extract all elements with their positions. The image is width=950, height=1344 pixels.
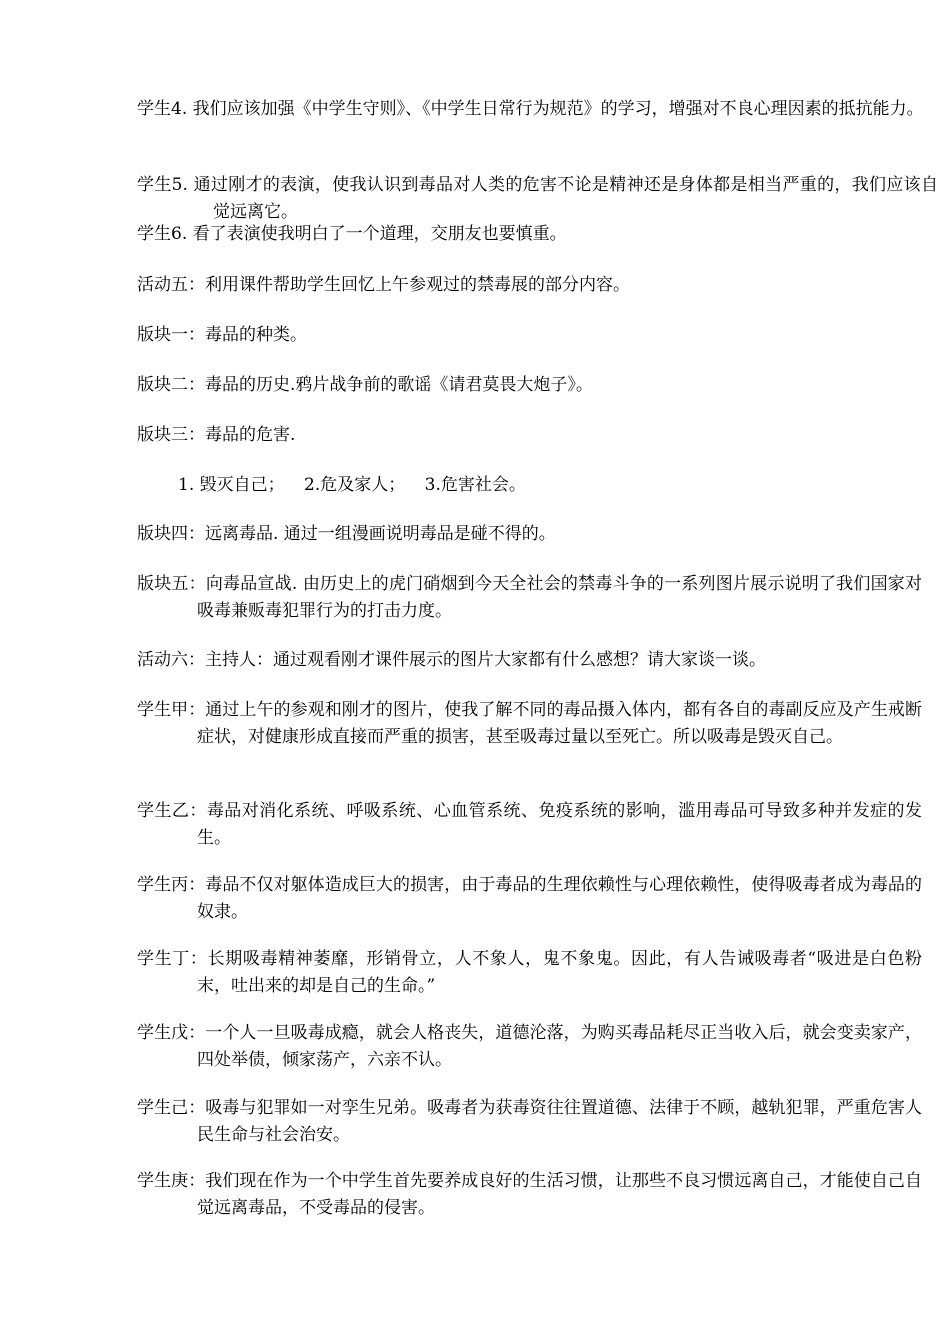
paragraph-student-6: 学生6. 看了表演使我明白了一个道理，交朋友也要慎重。	[137, 224, 567, 244]
paragraph-block-5: 版块五：向毒品宣战. 由历史上的虎门硝烟到今天全社会的禁毒斗争的一系列图片展示说明了我们国家对吸毒兼贩毒犯罪行为的打击力度。	[137, 574, 922, 621]
list-item: 2.危及家人；	[304, 475, 406, 495]
paragraph-student-ji: 学生己：吸毒与犯罪如一对孪生兄弟。吸毒者为获毒资往往置道德、法律于不顾，越轨犯罪，严重危害人民生命与社会治安。	[137, 1098, 922, 1145]
paragraph-block-2: 版块二：毒品的历史.鸦片战争前的歌谣《请君莫畏大炮子》。	[137, 375, 593, 395]
paragraph-block-4: 版块四：远离毒品. 通过一组漫画说明毒品是碰不得的。	[137, 524, 556, 544]
paragraph-student-5: 学生5. 通过刚才的表演，使我认识到毒品对人类的危害不论是精神还是身体都是相当严重的，我们应该自觉远离它。	[137, 175, 938, 222]
list-item: 3.危害社会。	[424, 475, 526, 495]
paragraph-student-bing: 学生丙：毒品不仅对躯体造成巨大的损害，由于毒品的生理依赖性与心理依赖性，使得吸毒者成为毒品的奴隶。	[137, 875, 922, 922]
paragraph-student-jia: 学生甲：通过上午的参观和刚才的图片，使我了解不同的毒品摄入体内，都有各自的毒副反应及产生戒断症状，对健康形成直接而严重的损害，甚至吸毒过量以至死亡。所以吸毒是毁灭自己。	[137, 700, 922, 747]
paragraph-student-geng: 学生庚：我们现在作为一个中学生首先要养成良好的生活习惯，让那些不良习惯远离自己，才能使自己自觉远离毒品，不受毒品的侵害。	[137, 1171, 922, 1218]
paragraph-student-ding: 学生丁：长期吸毒精神萎靡，形销骨立，人不象人，鬼不象鬼。因此，有人告诫吸毒者“吸进是白色粉末，吐出来的却是自己的生命。”	[137, 949, 922, 996]
paragraph-activity-6: 活动六：主持人：通过观看刚才课件展示的图片大家都有什么感想？请大家谈一谈。	[137, 650, 766, 670]
paragraph-student-4: 学生4. 我们应该加强《中学生守则》、《中学生日常行为规范》的学习，增强对不良心理因素的抵抗能力。	[137, 99, 924, 119]
paragraph-block-1: 版块一：毒品的种类。	[137, 325, 307, 345]
paragraph-block-3: 版块三：毒品的危害.	[137, 425, 296, 445]
paragraph-activity-5: 活动五：利用课件帮助学生回忆上午参观过的禁毒展的部分内容。	[137, 275, 630, 295]
paragraph-student-wu: 学生戊：一个人一旦吸毒成瘾，就会人格丧失，道德沦落，为购买毒品耗尽正当收入后，就会变卖家产，四处举债，倾家荡产，六亲不认。	[137, 1023, 922, 1070]
list-item: 1. 毁灭自己；	[178, 475, 285, 495]
block-3-list	[178, 472, 540, 499]
paragraph-student-yi: 学生乙：毒品对消化系统、呼吸系统、心血管系统、免疫系统的影响，滥用毒品可导致多种并发症的发生。	[137, 801, 922, 848]
